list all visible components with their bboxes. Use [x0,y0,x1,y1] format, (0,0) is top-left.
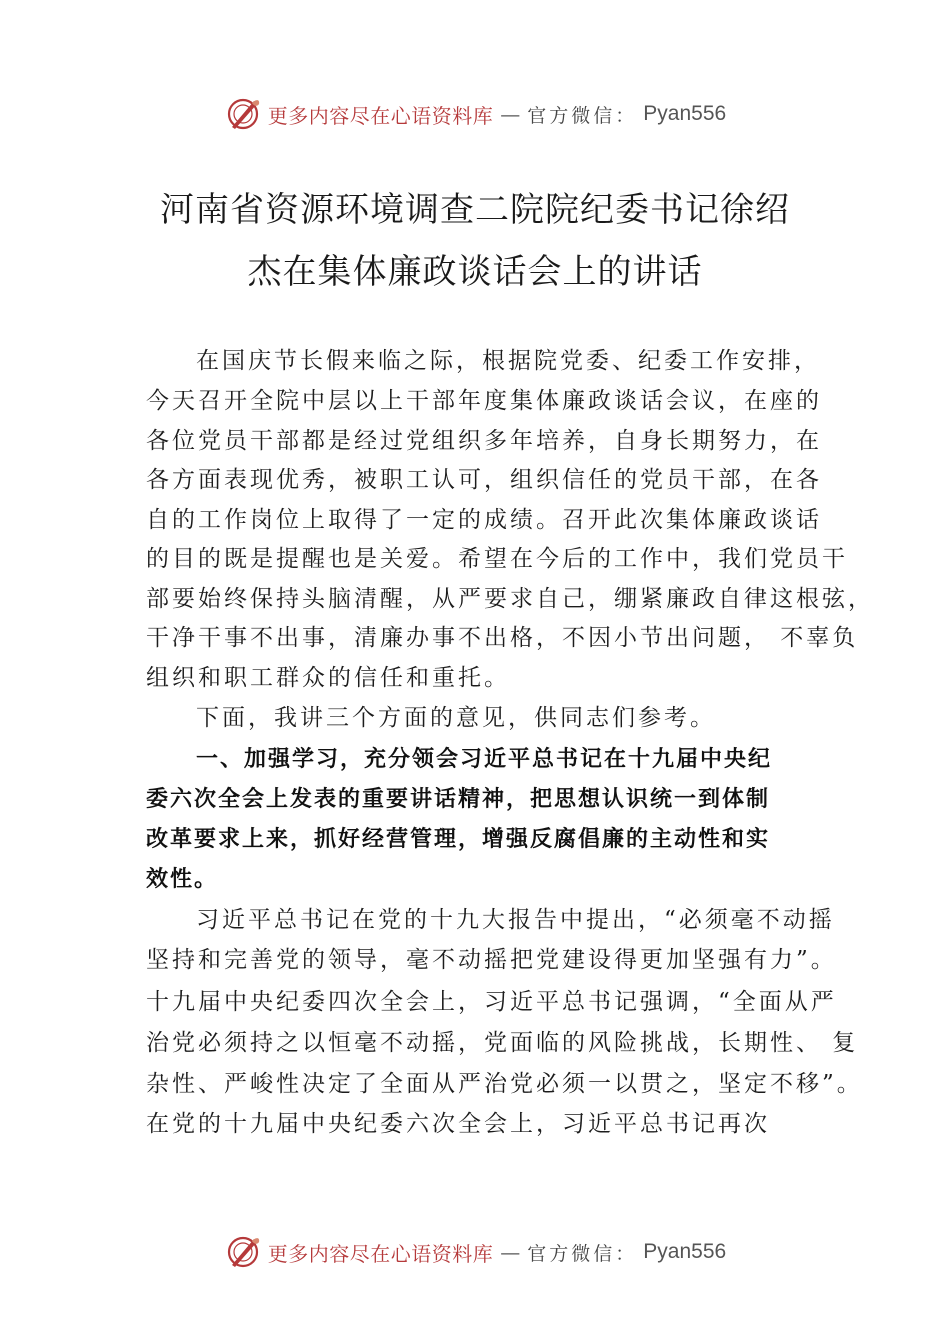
banner-dash: — [500,102,521,126]
body-line: 十九届中央纪委四次全会上，习近平总书记强调，“全面从严 [146,989,837,1015]
banner-wechat-id: Pyan556 [643,102,727,125]
section-heading-line: 委六次全会上发表的重要讲话精神，把思想认识统一到体制 [146,787,771,812]
banner-brand-text: 更多内容尽在心语资料库 [267,1241,494,1266]
section-heading-line: 一、加强学习，充分领会习近平总书记在十九届中央纪 [196,747,773,772]
body-line: 杂性、严峻性决定了全面从严治党必须一以贯之，坚定不移”。 [146,1071,863,1097]
banner-wechat-label: 官方微信： [527,104,638,127]
body-line: 自的工作岗位上取得了一定的成绩。召开此次集体廉政谈话 [146,507,822,533]
body-line: 的目的既是提醒也是关爱。希望在今后的工作中，我们党员干 [146,546,848,572]
document-title-line-2: 杰在集体廉政谈话会上的讲话 [247,252,703,292]
body-line: 治党必须持之以恒毫不动摇，党面临的风险挑战，长期性、 复 [146,1030,859,1056]
body-line: 在国庆节长假来临之际，根据院党委、纪委工作安排， [196,348,820,374]
banner-wechat-id: Pyan556 [643,1240,727,1263]
body-line: 下面，我讲三个方面的意见，供同志们参考。 [196,705,716,731]
body-line: 习近平总书记在党的十九大报告中提出，“必须毫不动摇 [196,907,835,933]
section-heading-line: 改革要求上来，抓好经营管理，增强反腐倡廉的主动性和实 [146,827,771,852]
body-line: 部要始终保持头脑清醒，从严要求自己，绷紧廉政自律这根弦， [146,586,874,612]
body-line: 各方面表现优秀，被职工认可，组织信任的党员干部，在各 [146,467,822,493]
banner-dash: — [500,1240,521,1264]
body-line: 各位党员干部都是经过党组织多年培养，自身长期努力，在 [146,428,822,454]
banner-wechat-label: 官方微信： [527,1242,638,1265]
body-line: 坚持和完善党的领导，毫不动摇把党建设得更加坚强有力”。 [146,947,837,973]
body-line: 今天召开全院中层以上干部年度集体廉政谈话会议，在座的 [146,388,822,414]
body-line: 干净干事不出事，清廉办事不出格，不因小节出问题， 不辜负 [146,625,859,651]
quill-pen-seal-icon [224,1233,262,1271]
quill-pen-seal-icon [224,95,262,133]
footer-watermark-banner [0,1230,950,1274]
document-title-line-1: 河南省资源环境调查二院院纪委书记徐绍 [160,190,790,230]
section-heading-line: 效性。 [146,867,219,892]
body-line: 在党的十九届中央纪委六次全会上，习近平总书记再次 [146,1111,770,1137]
header-watermark-banner [0,92,950,136]
body-line: 组织和职工群众的信任和重托。 [146,665,510,691]
banner-brand-text: 更多内容尽在心语资料库 [267,103,494,128]
